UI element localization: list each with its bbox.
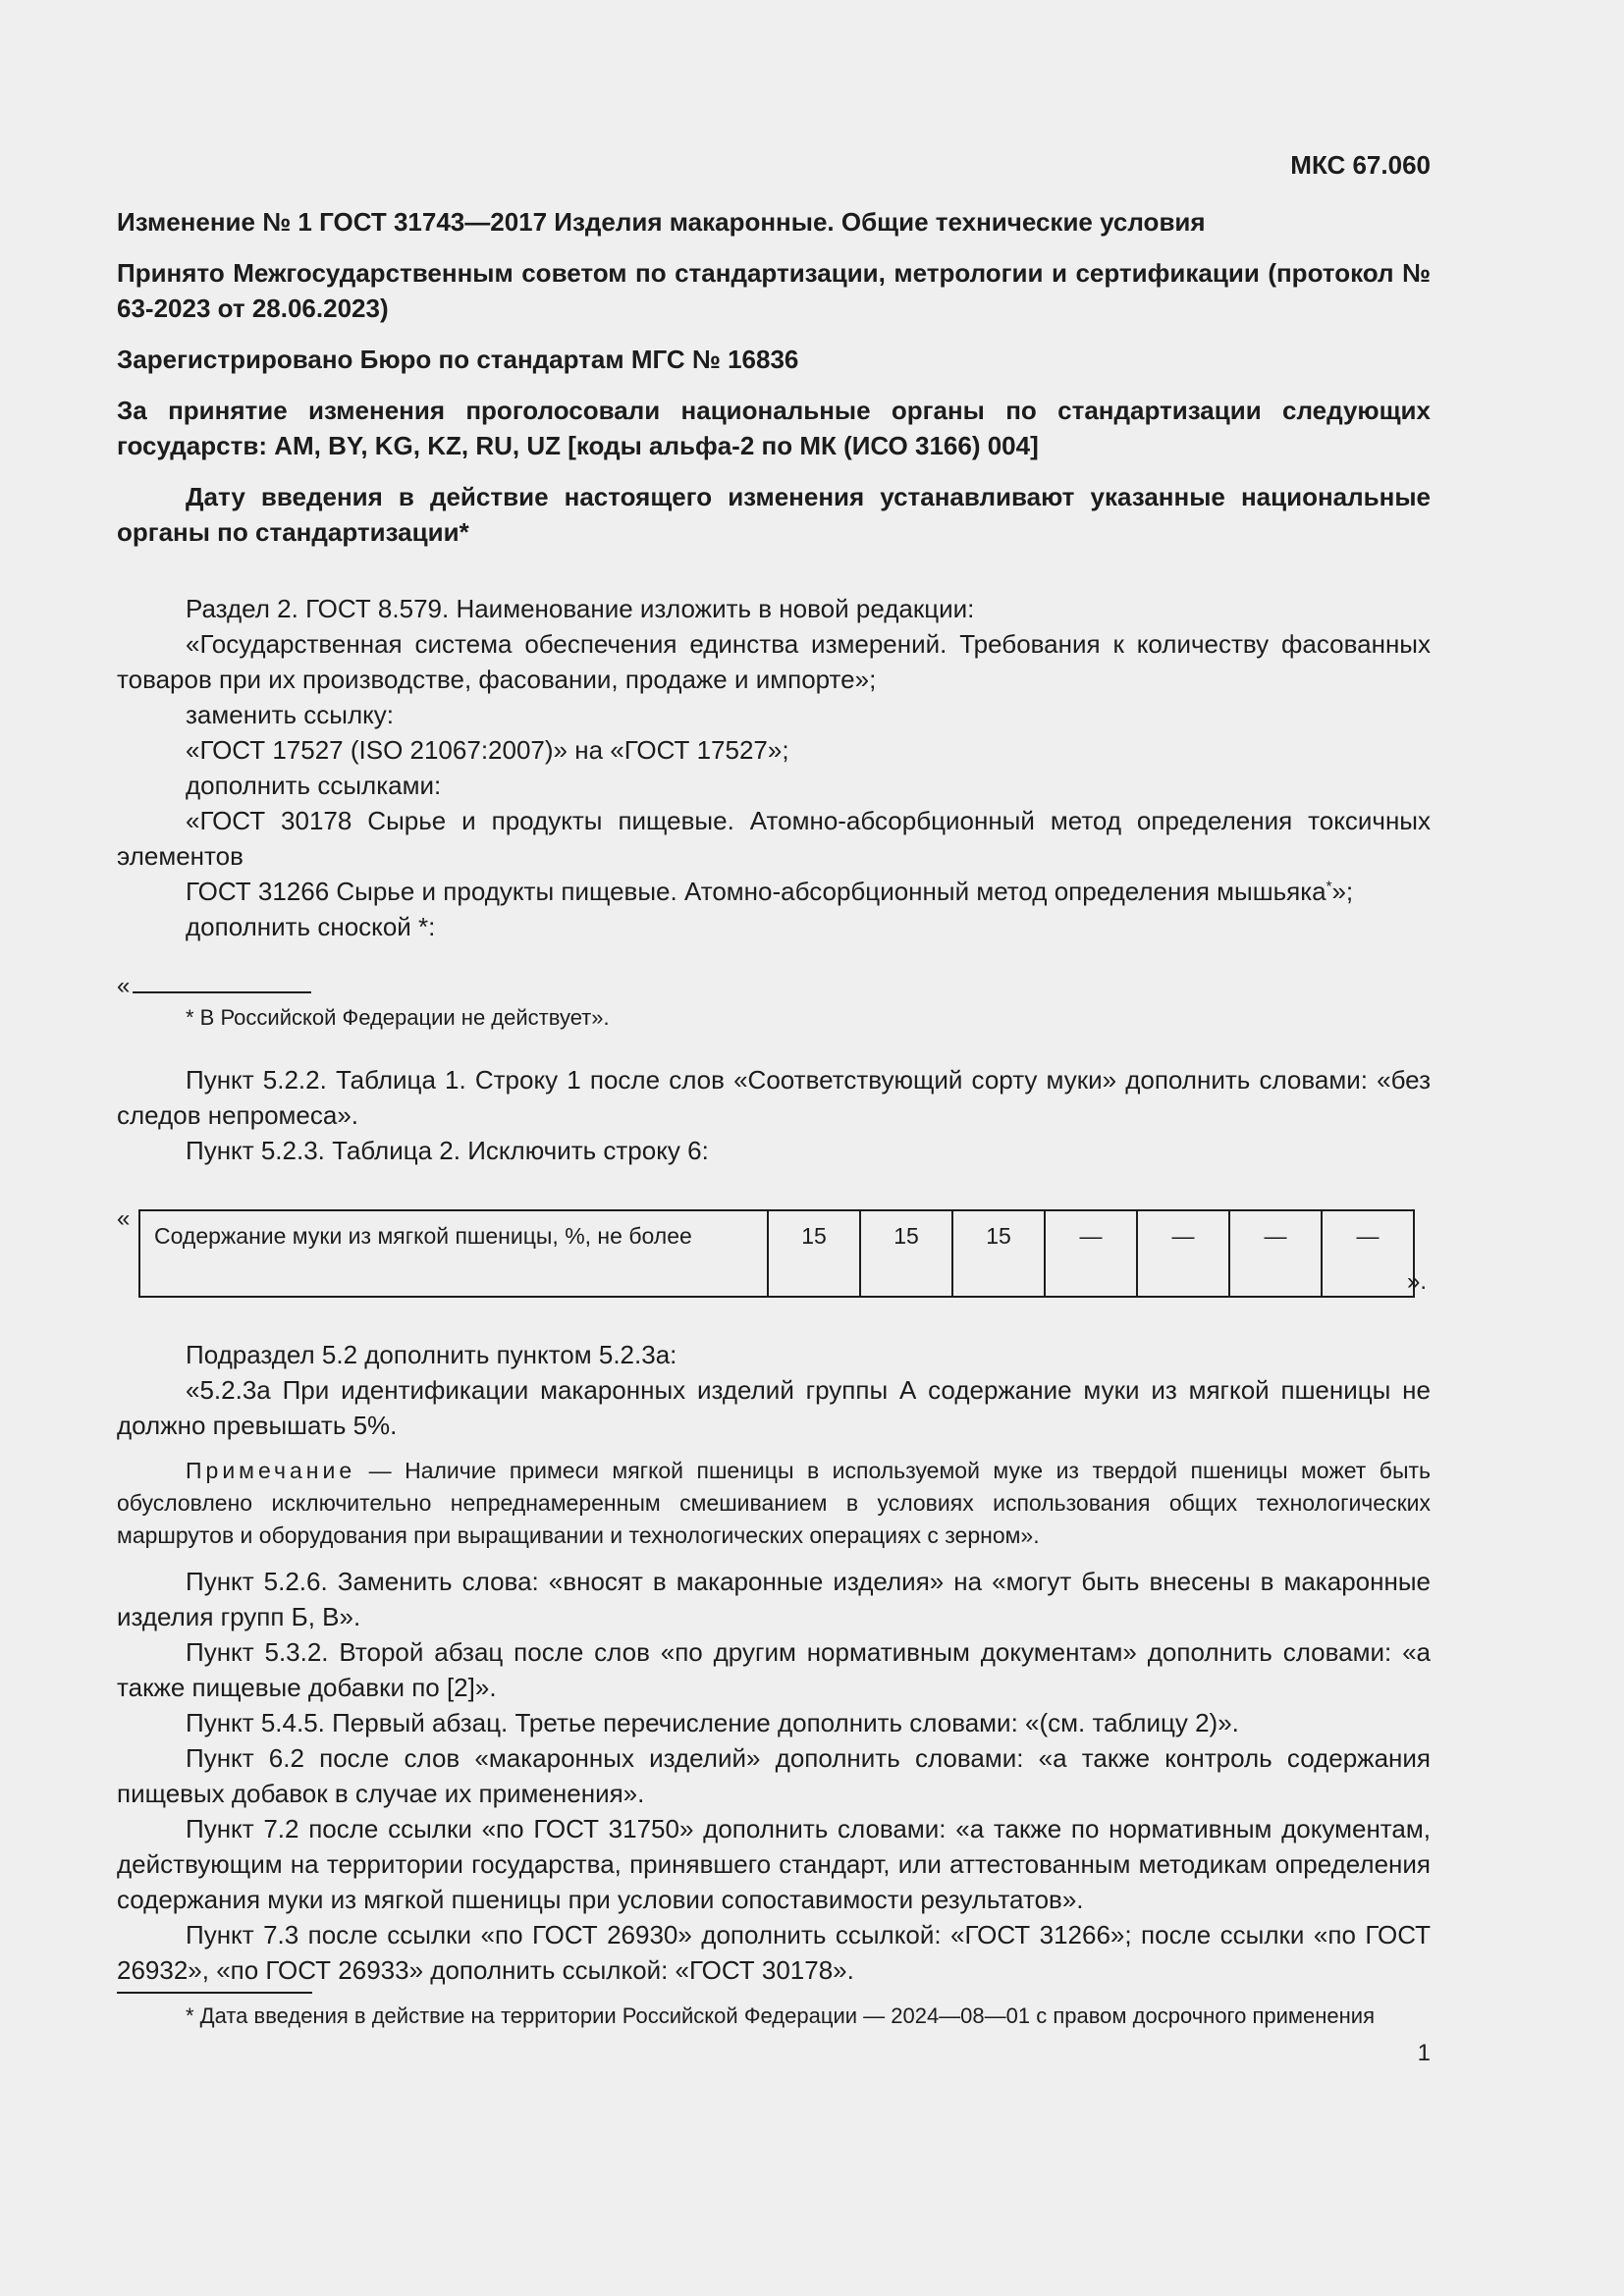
table-open-quote: « xyxy=(117,1205,131,1232)
excluded-row-table-block xyxy=(117,1205,1431,1300)
clause-6-2: Пункт 6.2 после слов «макаронных изделий» дополнить словами: «а также контроль содержания пищевых добавок в случае их применения». xyxy=(117,1743,1431,1808)
adopted-statement: Принято Межгосударственным советом по стандартизации, метрологии и сертификации (протокол № 63-2023 от 28.06.2023) xyxy=(117,258,1431,323)
document-page xyxy=(117,147,1431,2068)
page-number: 1 xyxy=(1417,2040,1431,2066)
section-2-changes xyxy=(117,591,1431,1033)
table-cell: Содержание муки из мягкой пшеницы, %, не более xyxy=(139,1210,768,1297)
effective-date-statement: Дату введения в действие настоящего изменения устанавливают указанные национальные органы по стандартизации* xyxy=(117,482,1431,547)
open-quote: « xyxy=(117,973,131,999)
paragraph: «ГОСТ 30178 Сырье и продукты пищевые. Атомно-абсорбционный метод определения токсичных элементов xyxy=(117,806,1431,871)
document-title: Изменение № 1 ГОСТ 31743—2017 Изделия макаронные. Общие технические условия xyxy=(117,207,1206,237)
clause-7-2: Пункт 7.2 после ссылки «по ГОСТ 31750» дополнить словами: «а также по нормативным документам, действующим на территории государства, принявшего стандарт, или аттестованным методикам определения содержания муки из мягкой пшеницы при условии сопоставимости результатов». xyxy=(117,1814,1431,1914)
note xyxy=(117,1455,1431,1552)
paragraph: дополнить сноской *: xyxy=(186,912,436,941)
inserted-footnote: * В Российской Федерации не действует». xyxy=(186,1005,610,1030)
paragraph xyxy=(117,874,1431,909)
table-cell: 15 xyxy=(952,1210,1045,1297)
clause-5-2-3: Пункт 5.2.3. Таблица 2. Исключить строку 6: xyxy=(186,1136,709,1165)
paragraph: дополнить ссылками: xyxy=(186,771,442,800)
footnote-marker: * xyxy=(1326,878,1332,895)
table-cell: — xyxy=(1137,1210,1229,1297)
table-cell: — xyxy=(1045,1210,1137,1297)
paragraph: Раздел 2. ГОСТ 8.579. Наименование изложить в новой редакции: xyxy=(186,594,975,623)
table-cell: — xyxy=(1322,1210,1414,1297)
paragraph: заменить ссылку: xyxy=(186,700,395,729)
table-cell: — xyxy=(1229,1210,1322,1297)
paragraph: «ГОСТ 17527 (ISO 21067:2007)» на «ГОСТ 17527»; xyxy=(186,735,789,765)
clause-7-3: Пункт 7.3 после ссылки «по ГОСТ 26930» дополнить ссылкой: «ГОСТ 31266»; после ссылки «по ГОСТ 26932», «по ГОСТ 26933» дополнить ссылкой: «ГОСТ 30178». xyxy=(117,1920,1431,1985)
table-cell: 15 xyxy=(768,1210,860,1297)
voting-statement: За принятие изменения проголосовали национальные органы по стандартизации следующих государств: AM, BY, KG, KZ, RU, UZ [коды альфа-2 по МК (ИСО 3166) 004] xyxy=(117,396,1431,460)
clause-5-2-3a: «5.2.3а При идентификации макаронных изделий группы А содержание муки из мягкой пшеницы не должно превышать 5%. xyxy=(117,1375,1431,1440)
table-close-quote: ». xyxy=(1407,1268,1428,1295)
paragraph: «Государственная система обеспечения единства измерений. Требования к количеству фасованных товаров при их производстве, фасовании, продаже и импорте»; xyxy=(117,629,1431,694)
clause-5-4-5: Пункт 5.4.5. Первый абзац. Третье перечисление дополнить словами: «(см. таблицу 2)». xyxy=(186,1708,1239,1737)
table-cell: 15 xyxy=(860,1210,952,1297)
clause-5-3-2: Пункт 5.3.2. Второй абзац после слов «по другим нормативным документам» дополнить словами: «а также пищевые добавки по [2]». xyxy=(117,1637,1431,1702)
note-label: Примечание xyxy=(186,1458,356,1483)
page-footnote: * Дата введения в действие на территории Российской Федерации — 2024—08—01 с правом досрочного применения xyxy=(186,2003,1375,2028)
clause-5-2-6: Пункт 5.2.6. Заменить слова: «вносят в макаронные изделия» на «могут быть внесены в макаронные изделия групп Б, В». xyxy=(117,1567,1431,1631)
excluded-row-table xyxy=(138,1209,1415,1298)
paragraph-text: ГОСТ 31266 Сырье и продукты пищевые. Атомно-абсорбционный метод определения мышьяка xyxy=(186,877,1326,906)
clause-5-2-2: Пункт 5.2.2. Таблица 1. Строку 1 после слов «Соответствующий сорту муки» дополнить словами: «без следов непромеса». xyxy=(117,1065,1431,1130)
subsection-5-2-addition: Подраздел 5.2 дополнить пунктом 5.2.3а: xyxy=(186,1340,677,1369)
registration-statement: Зарегистрировано Бюро по стандартам МГС № 16836 xyxy=(117,345,799,374)
paragraph-end: »; xyxy=(1331,877,1354,906)
footnote-separator xyxy=(117,973,1431,999)
table-row xyxy=(139,1210,1414,1297)
note-text: — Наличие примеси мягкой пшеницы в используемой муке из твердой пшеницы может быть обусловлено исключительно непреднамеренным смешиванием в условиях использования общих технологических маршрутов и оборудования при выращивании и технологических операциях с зерном». xyxy=(117,1458,1431,1548)
footnote-rule xyxy=(117,1992,312,1994)
footnote-rule xyxy=(133,991,311,993)
mks-code: МКС 67.060 xyxy=(1290,150,1431,180)
